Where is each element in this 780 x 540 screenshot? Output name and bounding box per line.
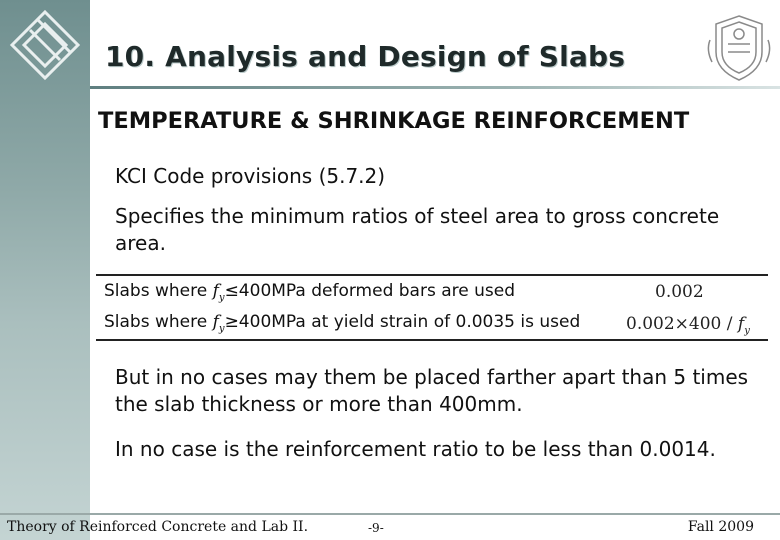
university-emblem-icon (704, 10, 774, 84)
slide-subtitle: TEMPERATURE & SHRINKAGE REINFORCEMENT (98, 108, 690, 134)
course-name: Theory of Reinforced Concrete and Lab II. (7, 519, 309, 535)
fy-variable (212, 312, 225, 335)
fy-letter: f (212, 281, 219, 301)
fy-subscript: y (218, 292, 225, 304)
page-title: 10. Analysis and Design of Slabs (105, 40, 626, 73)
row-condition: ≤400MPa deformed bars are used (224, 281, 516, 301)
table-bottom-rule (96, 339, 768, 341)
spacing-limit-text: But in no cases may them be placed farther apart than 5 times the slab thickness or more than 400mm. (115, 365, 749, 416)
ratio-value: 0.002 (655, 282, 704, 302)
header-divider (90, 86, 780, 89)
formula-fy-subscript: y (744, 325, 750, 337)
footer-divider (0, 513, 780, 515)
formula-fy-letter: f (737, 314, 745, 334)
row-condition: ≥400MPa at yield strain of 0.0035 is used (224, 312, 581, 332)
left-accent-bar (0, 0, 90, 540)
code-provisions-text: KCI Code provisions (5.7.2) (115, 164, 386, 188)
table-row (104, 281, 515, 303)
minimum-ratio-limit-text: In no case is the reinforcement ratio to be less than 0.0014. (115, 437, 716, 461)
fy-subscript: y (218, 323, 225, 335)
ratio-formula (626, 314, 750, 336)
semester-label: Fall 2009 (687, 519, 754, 535)
fy-letter: f (212, 312, 219, 332)
minimum-ratio-text: Specifies the minimum ratios of steel area to gross concrete area. (115, 204, 720, 255)
table-row (104, 312, 580, 334)
row-prefix: Slabs where (104, 281, 213, 301)
fy-variable (212, 281, 225, 304)
page-number: -9- (368, 521, 384, 535)
formula-text: 0.002×400 / (626, 314, 738, 334)
diamond-logo-icon (8, 8, 82, 82)
row-prefix: Slabs where (104, 312, 213, 332)
table-top-rule (96, 274, 768, 276)
